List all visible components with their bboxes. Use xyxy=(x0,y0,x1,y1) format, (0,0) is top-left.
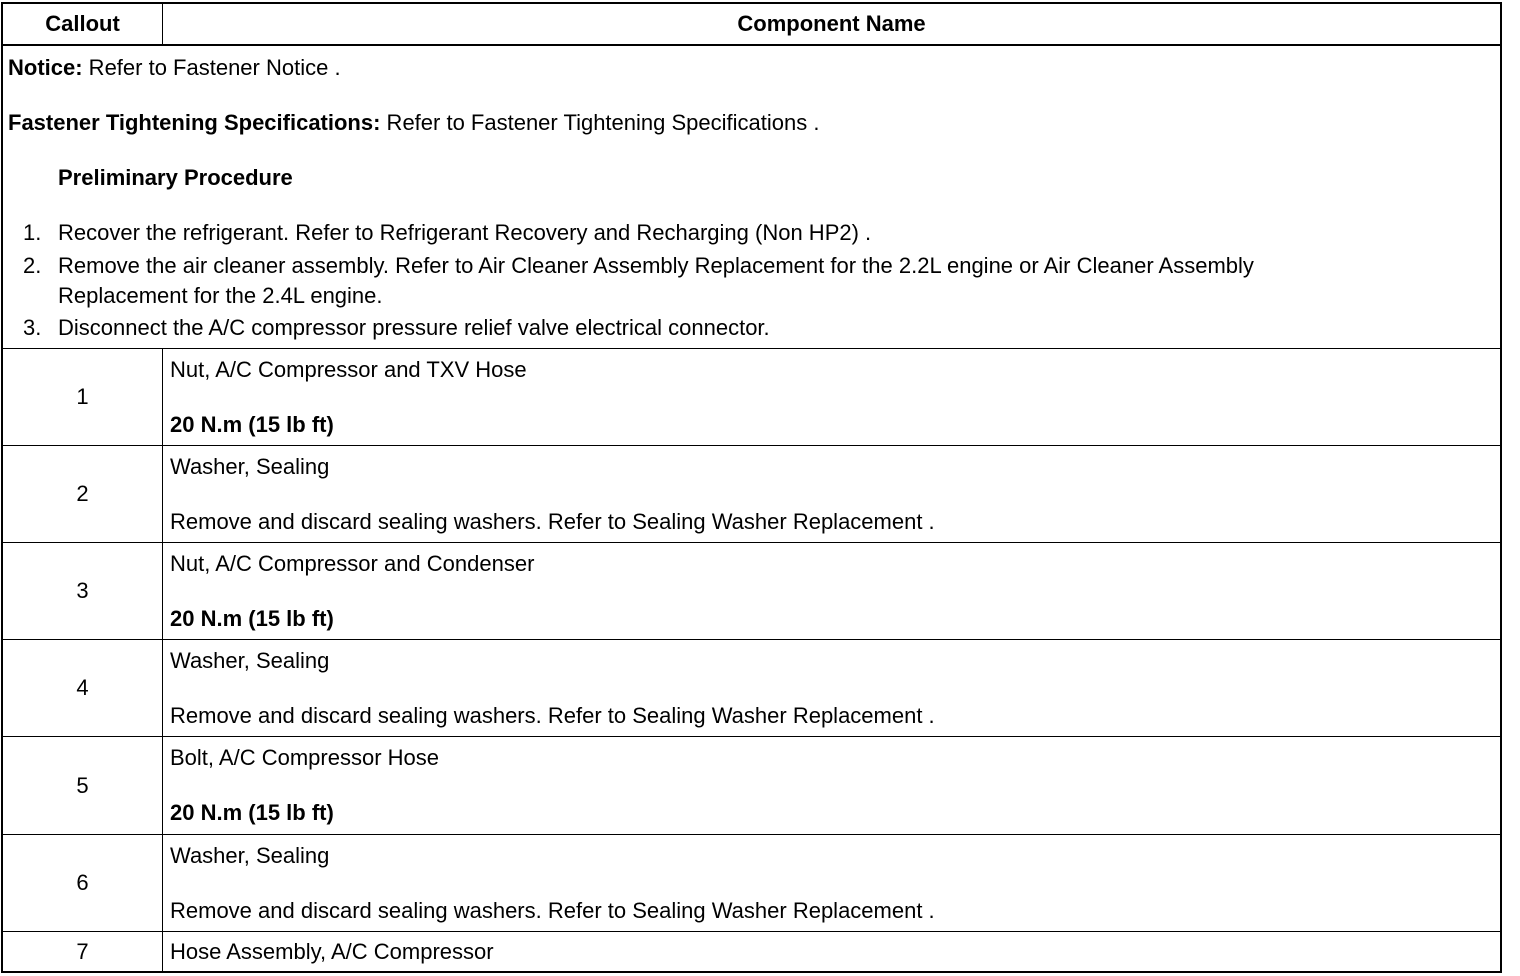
torque-spec: 20 N.m (15 lb ft) xyxy=(170,606,334,631)
step-number: 3. xyxy=(23,315,42,340)
notice-label: Notice: xyxy=(8,55,83,80)
callout-number: 6 xyxy=(3,835,163,931)
step-text: Recover the refrigerant. Refer to Refrigerant Recovery and Recharging (Non HP2) . xyxy=(58,220,872,245)
component-cell xyxy=(163,835,1500,931)
callout-number: 5 xyxy=(3,737,163,834)
preliminary-title: Preliminary Procedure xyxy=(58,165,293,190)
table-row xyxy=(3,446,1500,543)
component-cell xyxy=(163,737,1500,834)
callout-number: 2 xyxy=(3,446,163,542)
fastener-spec-text: Refer to Fastener Tightening Specifications . xyxy=(380,110,820,135)
header-component-name: Component Name xyxy=(737,11,926,36)
component-cell xyxy=(163,349,1500,445)
notice-text: Refer to Fastener Notice . xyxy=(82,55,341,80)
table-row xyxy=(3,932,1500,971)
component-cell xyxy=(163,446,1500,542)
table-row xyxy=(3,737,1500,835)
step-number: 1. xyxy=(23,220,42,245)
component-note: Remove and discard sealing washers. Refer to Sealing Washer Replacement . xyxy=(170,703,935,728)
component-name: Nut, A/C Compressor and TXV Hose xyxy=(170,357,527,382)
component-cell xyxy=(163,543,1500,639)
step-text-continued: Replacement for the 2.4L engine. xyxy=(58,283,383,308)
component-cell xyxy=(163,932,1500,971)
component-note: Remove and discard sealing washers. Refer to Sealing Washer Replacement . xyxy=(170,898,935,923)
callout-number: 3 xyxy=(3,543,163,639)
component-cell xyxy=(163,640,1500,736)
component-table xyxy=(1,2,1502,973)
component-name: Nut, A/C Compressor and Condenser xyxy=(170,551,535,576)
fastener-spec-label: Fastener Tightening Specifications: xyxy=(8,110,381,135)
step-text: Remove the air cleaner assembly. Refer to Air Cleaner Assembly Replacement for the 2.2L engine or Air Cleaner Assembly xyxy=(58,253,1254,278)
component-name: Washer, Sealing xyxy=(170,648,330,673)
table-header-row xyxy=(3,4,1500,46)
step-text: Disconnect the A/C compressor pressure relief valve electrical connector. xyxy=(58,315,770,340)
component-name: Washer, Sealing xyxy=(170,843,330,868)
torque-spec: 20 N.m (15 lb ft) xyxy=(170,800,334,825)
notice-block xyxy=(3,46,1500,348)
component-name: Washer, Sealing xyxy=(170,454,330,479)
notice-line xyxy=(8,55,341,81)
step-number: 2. xyxy=(23,253,42,278)
torque-spec: 20 N.m (15 lb ft) xyxy=(170,412,334,437)
component-note: Remove and discard sealing washers. Refer to Sealing Washer Replacement . xyxy=(170,509,935,534)
header-callout: Callout xyxy=(3,4,163,44)
notice-row xyxy=(3,46,1500,349)
component-name: Bolt, A/C Compressor Hose xyxy=(170,745,439,770)
table-row xyxy=(3,835,1500,932)
component-name: Hose Assembly, A/C Compressor xyxy=(170,939,494,964)
table-row xyxy=(3,543,1500,640)
table-row xyxy=(3,640,1500,737)
callout-number: 4 xyxy=(3,640,163,736)
callout-number: 1 xyxy=(3,349,163,445)
fastener-spec-line xyxy=(8,110,819,136)
callout-number: 7 xyxy=(3,932,163,971)
table-row xyxy=(3,349,1500,446)
